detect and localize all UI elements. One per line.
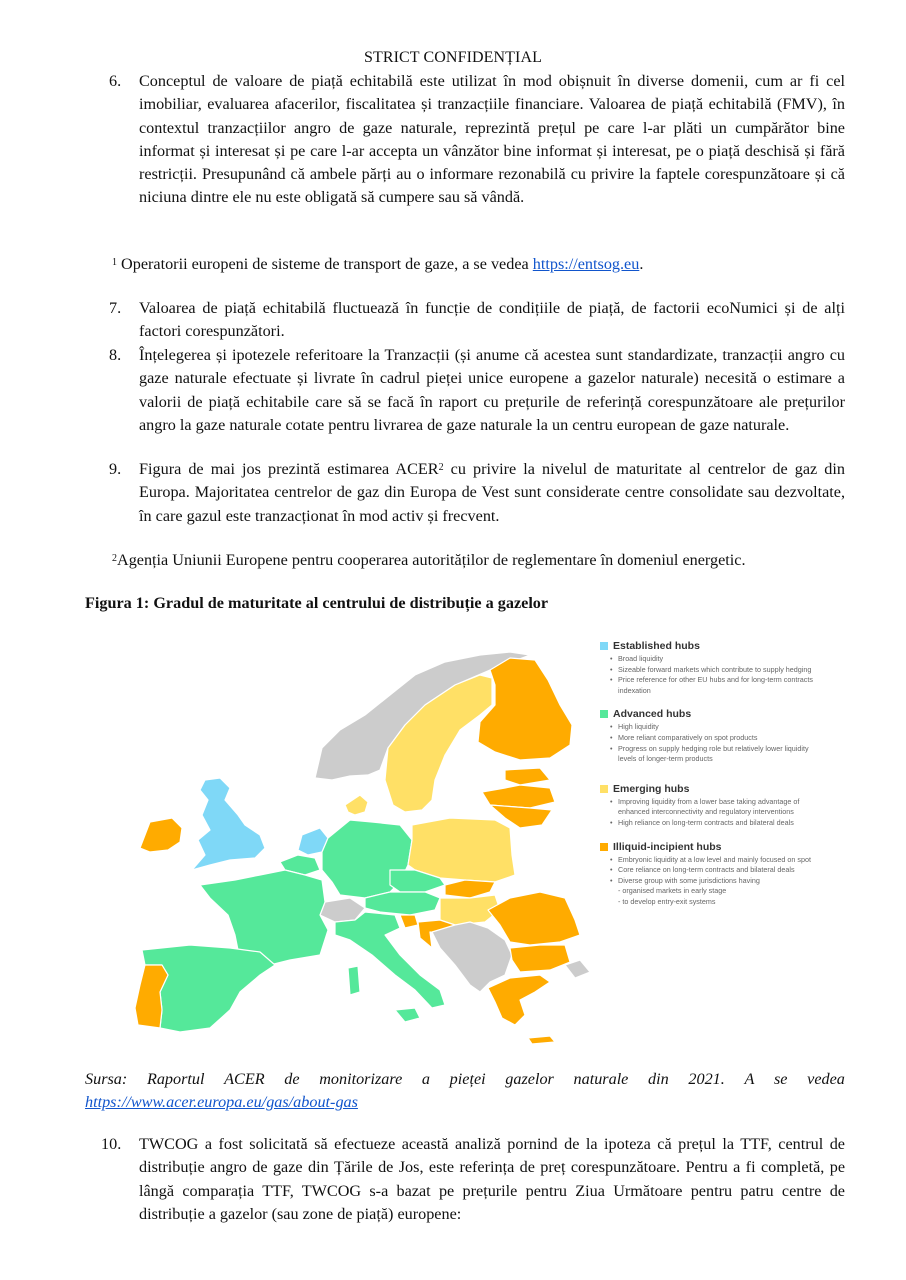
map-region-balkans	[432, 922, 512, 992]
paragraph-10	[101, 1133, 845, 1226]
legend-swatch	[600, 843, 608, 851]
map-region-sicily	[395, 1008, 420, 1022]
source-word: pieței	[449, 1070, 486, 1088]
footnote-ref: 2	[438, 462, 444, 473]
footnote-2	[112, 549, 872, 572]
paragraph-number: 6.	[109, 72, 122, 90]
acer-link[interactable]: https://www.acer.europa.eu/gas/about-gas	[85, 1093, 358, 1111]
legend-swatch	[600, 642, 608, 650]
legend-items	[600, 855, 815, 908]
legend-label: Established hubs	[613, 640, 700, 652]
map-region-bulgaria	[510, 945, 570, 972]
map-region-ireland	[140, 818, 182, 852]
legend-item: • More reliant comparatively on spot products	[610, 733, 815, 744]
legend-title	[600, 841, 815, 853]
footnote-text: Operatorii europeni de sisteme de transport de gaze, a se vedea	[117, 255, 533, 273]
source-word: Sursa:	[85, 1070, 128, 1088]
legend-item: • Diverse group with some jurisdictions having	[610, 876, 815, 887]
source-word: din	[648, 1070, 669, 1088]
footnote-1	[112, 253, 872, 276]
paragraph-text: Înțelegerea și ipotezele referitoare la Tranzacții (și anume că acestea sunt standardizate, tranzacții angro cu gaze naturale efectuate și livrate în cadrul pieței unice europene a gazelor naturale) necesită o estimare a valorii de piață echitabile care să se facă în raport cu prețurile de referință corespunzătoare ale prețurilor angro la gaze naturale cotate pentru livrarea de gaze naturale la un centru european de gaze naturale.	[139, 346, 845, 434]
paragraph-8	[109, 344, 845, 437]
legend-item: • High liquidity	[610, 722, 815, 733]
source-word: 2021.	[688, 1070, 725, 1088]
map-region-uk	[192, 778, 265, 870]
source-word: A	[744, 1070, 755, 1088]
source-word: a	[421, 1070, 431, 1088]
legend-item: • Embryonic liquidity at a low level and mainly focused on spot	[610, 855, 815, 866]
figure-title: Figura 1: Gradul de maturitate al centrului de distribuție a gazelor	[85, 594, 549, 612]
map-svg	[110, 630, 600, 1050]
source-word: vedea	[807, 1070, 845, 1088]
legend-illiquid	[600, 841, 815, 908]
legend-swatch	[600, 785, 608, 793]
legend-label: Advanced hubs	[613, 708, 692, 721]
map-region-denmark	[345, 795, 368, 815]
paragraph-text	[139, 460, 845, 525]
legend-title	[600, 708, 815, 720]
paragraph-text-part: cu privire la nivelul de maturitate al centrelor de gaz din Europa. Majoritatea centrelor de gaz din Europa de Vest sunt considerate centre consolidate sau dezvoltate, în care gazul este tranzacționat în mod activ și frecvent.	[139, 460, 845, 525]
paragraph-number: 7.	[109, 299, 122, 317]
legend-item: • Progress on supply hedging role but relatively lower liquidity levels of longer-term products	[610, 744, 815, 765]
map-region-austria	[365, 892, 440, 915]
source-word: ACER	[224, 1070, 265, 1088]
legend-items	[600, 654, 815, 696]
legend-items	[600, 722, 815, 764]
map-region-sardinia	[348, 966, 360, 995]
europe-hub-maturity-map	[110, 630, 600, 1050]
map-region-crete	[528, 1036, 555, 1044]
map-region-greece	[488, 975, 550, 1025]
paragraph-text-part: Figura de mai jos prezintă estimarea ACER	[139, 460, 439, 478]
legend-subitem: - to develop entry-exit systems	[618, 896, 716, 906]
source-word: gazelor	[505, 1070, 554, 1088]
map-region-finland	[478, 658, 572, 760]
footnote-mark: 2	[112, 553, 117, 564]
map-legend	[600, 640, 815, 920]
legend-item: • Improving liquidity from a lower base taking advantage of enhanced interconnectivity and regulatory interventions	[610, 797, 815, 818]
legend-label: Emerging hubs	[613, 782, 690, 795]
map-region-latvia	[482, 785, 555, 808]
legend-title	[600, 783, 815, 795]
map-region-slovenia	[400, 915, 418, 928]
source-word: se	[774, 1070, 788, 1088]
legend-item: • Core reliance on long-term contracts and bilateral deals	[610, 865, 815, 876]
source-word: de	[284, 1070, 300, 1088]
map-region-estonia	[505, 768, 550, 785]
footnote-text: Agenția Uniunii Europene pentru cooperarea autorităților de reglementare în domeniul energetic.	[117, 551, 746, 569]
legend-emerging	[600, 783, 815, 829]
paragraph-number: 8.	[109, 346, 122, 364]
legend-item: • High reliance on long-term contracts and bilateral deals	[610, 818, 815, 829]
legend-items	[600, 797, 815, 829]
confidential-header: STRICT CONFIDENȚIAL	[363, 49, 543, 66]
paragraph-text: Valoarea de piață echitabilă fluctuează în funcție de condițiile de piață, de factorii ecoNumici și de alți factori corespunzători.	[139, 299, 845, 341]
legend-item: • Broad liquidity	[610, 654, 815, 665]
paragraph-7	[109, 297, 845, 344]
paragraph-number: 9.	[109, 460, 122, 478]
source-word: Raportul	[146, 1070, 205, 1088]
paragraph-6	[109, 70, 845, 210]
legend-title	[600, 640, 815, 652]
footnote-mark: 1	[112, 257, 117, 268]
paragraph-text: Conceptul de valoare de piață echitabilă este utilizat în mod obișnuit în diverse domenii, cum ar fi cel imobiliar, evaluarea afacerilor, fiscalitatea și tranzacțiile financiare. Valoarea de piață echitabilă (FMV), în contextul tranzacțiilor angro de gaze naturale, reprezintă prețul pe care l-ar plăti un cumpărător bine informat și interesat și pe care l-ar accepta un vânzător bine informat și interesat, pe o piață deschisă și fără restricții. Presupunând că ambele părți au o informare rezonabilă cu privire la faptele corespunzătoare și că niciuna dintre ele nu este obligată să cumpere sau să vândă.	[139, 72, 845, 207]
legend-advanced	[600, 708, 815, 764]
legend-label: Illiquid-incipient hubs	[613, 840, 722, 853]
source-word: monitorizare	[319, 1070, 403, 1088]
source-word: naturale	[573, 1070, 629, 1088]
legend-item: • Price reference for other EU hubs and for long-term contracts indexation	[610, 675, 815, 696]
footnote-punct: .	[639, 255, 644, 273]
legend-swatch	[600, 710, 608, 718]
legend-item: • Sizeable forward markets which contribute to supply hedging	[610, 665, 815, 676]
legend-established	[600, 640, 815, 696]
entsog-link[interactable]: https://entsog.eu	[532, 255, 640, 273]
figure-source	[85, 1068, 845, 1114]
paragraph-text: TWCOG a fost solicitată să efectueze această analiză pornind de la ipoteza că prețul la TTF, centrul de distribuție angro de gaze din Țările de Jos, este referința de preț corespunzătoare. Pentru a fi completă, pe lângă comparația TTF, TWCOG s-a bazat pe prețurile pentru Ziua Următoare pentru patru centre de distribuție a gazelor (sau zone de piață) europene:	[139, 1135, 845, 1223]
paragraph-number: 10.	[101, 1135, 122, 1153]
source-text	[85, 1068, 845, 1091]
legend-subitem: - organised markets in early stage	[618, 886, 727, 896]
paragraph-9	[109, 458, 845, 528]
